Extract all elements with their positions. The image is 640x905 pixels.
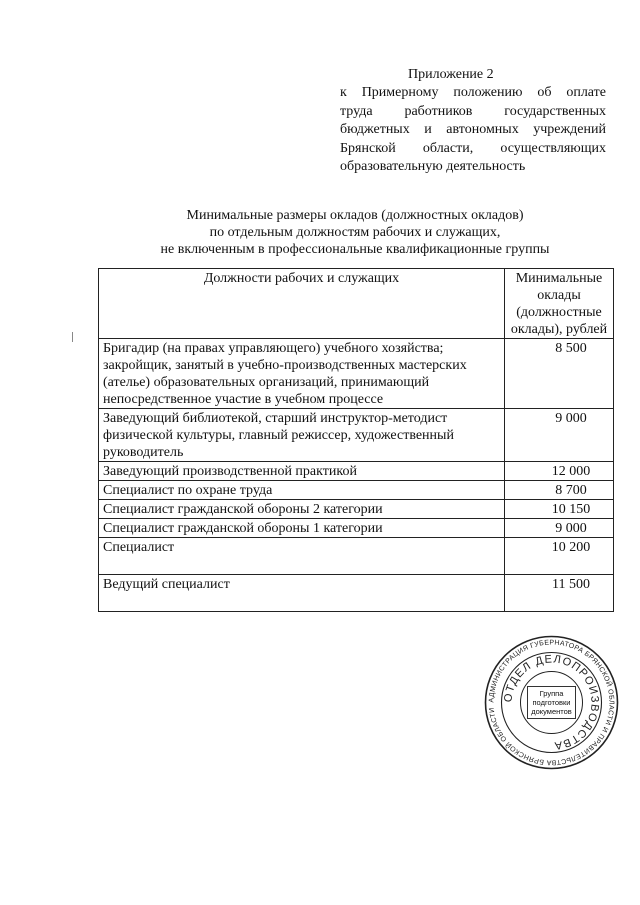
table-row <box>99 500 614 519</box>
cell-position: Заведующий производственной практикой <box>99 462 505 481</box>
header-position: Должности рабочих и служащих <box>99 269 505 339</box>
table-row <box>99 462 614 481</box>
cell-position: Бригадир (на правах управляющего) учебного хозяйства; закройщик, занятый в учебно-производственных мастерских (ателье) образовательных организаций, принимающий непосредственное участие в учебном процессе <box>99 339 505 409</box>
table-header-row <box>99 269 614 339</box>
heading-line: Минимальные размеры окладов (должностных окладов) <box>186 208 524 223</box>
margin-mark <box>72 332 73 342</box>
annex-line: Брянской области, осуществляющих <box>340 140 606 156</box>
stamp-outer-text: АДМИНИСТРАЦИЯ ГУБЕРНАТОРА БРЯНСКОЙ ОБЛАСТИ И ПРАВИТЕЛЬСТВА БРЯНСКОЙ ОБЛАСТИ <box>488 639 615 766</box>
cell-salary: 9 000 <box>505 409 614 462</box>
stamp-center-box <box>527 686 576 719</box>
cell-salary: 8 500 <box>505 339 614 409</box>
table-row <box>99 409 614 462</box>
document-heading <box>100 207 610 258</box>
heading-line: не включенным в профессиональные квалификационные группы <box>160 242 550 257</box>
table-row <box>99 575 614 612</box>
table-row <box>99 481 614 500</box>
cell-position: Специалист <box>99 538 505 575</box>
annex-title: Приложение 2 <box>408 67 494 82</box>
cell-salary: 8 700 <box>505 481 614 500</box>
stamp-center-line: подготовки <box>532 698 571 707</box>
cell-salary: 12 000 <box>505 462 614 481</box>
table-row <box>99 538 614 575</box>
stamp-center-line: Группа <box>539 689 564 698</box>
cell-salary: 10 200 <box>505 538 614 575</box>
annex-line: образовательную деятельность <box>340 159 526 175</box>
table-row <box>99 339 614 409</box>
heading-line: по отдельным должностям рабочих и служащих, <box>209 225 501 240</box>
stamp-inner-text: ОТДЕЛ ДЕЛОПРОИЗВОДСТВА <box>502 653 601 752</box>
salary-table <box>98 268 614 612</box>
office-stamp <box>484 635 619 770</box>
cell-position: Специалист гражданской обороны 1 категории <box>99 519 505 538</box>
cell-position: Специалист по охране труда <box>99 481 505 500</box>
cell-position: Заведующий библиотекой, старший инструктор-методист физической культуры, главный режиссер, художественный руководитель <box>99 409 505 462</box>
cell-position: Ведущий специалист <box>99 575 505 612</box>
annex-line: к Примерному положению об оплате <box>340 85 606 101</box>
header-salary: Минимальные оклады (должностные оклады), рублей <box>505 269 614 339</box>
cell-position: Специалист гражданской обороны 2 категории <box>99 500 505 519</box>
cell-salary: 11 500 <box>505 575 614 612</box>
stamp-center-line: документов <box>531 707 572 716</box>
cell-salary: 9 000 <box>505 519 614 538</box>
annex-line: бюджетных и автономных учреждений <box>340 122 606 138</box>
annex-line: труда работников государственных <box>340 103 606 119</box>
annex-block <box>340 66 606 176</box>
table-row <box>99 519 614 538</box>
cell-salary: 10 150 <box>505 500 614 519</box>
